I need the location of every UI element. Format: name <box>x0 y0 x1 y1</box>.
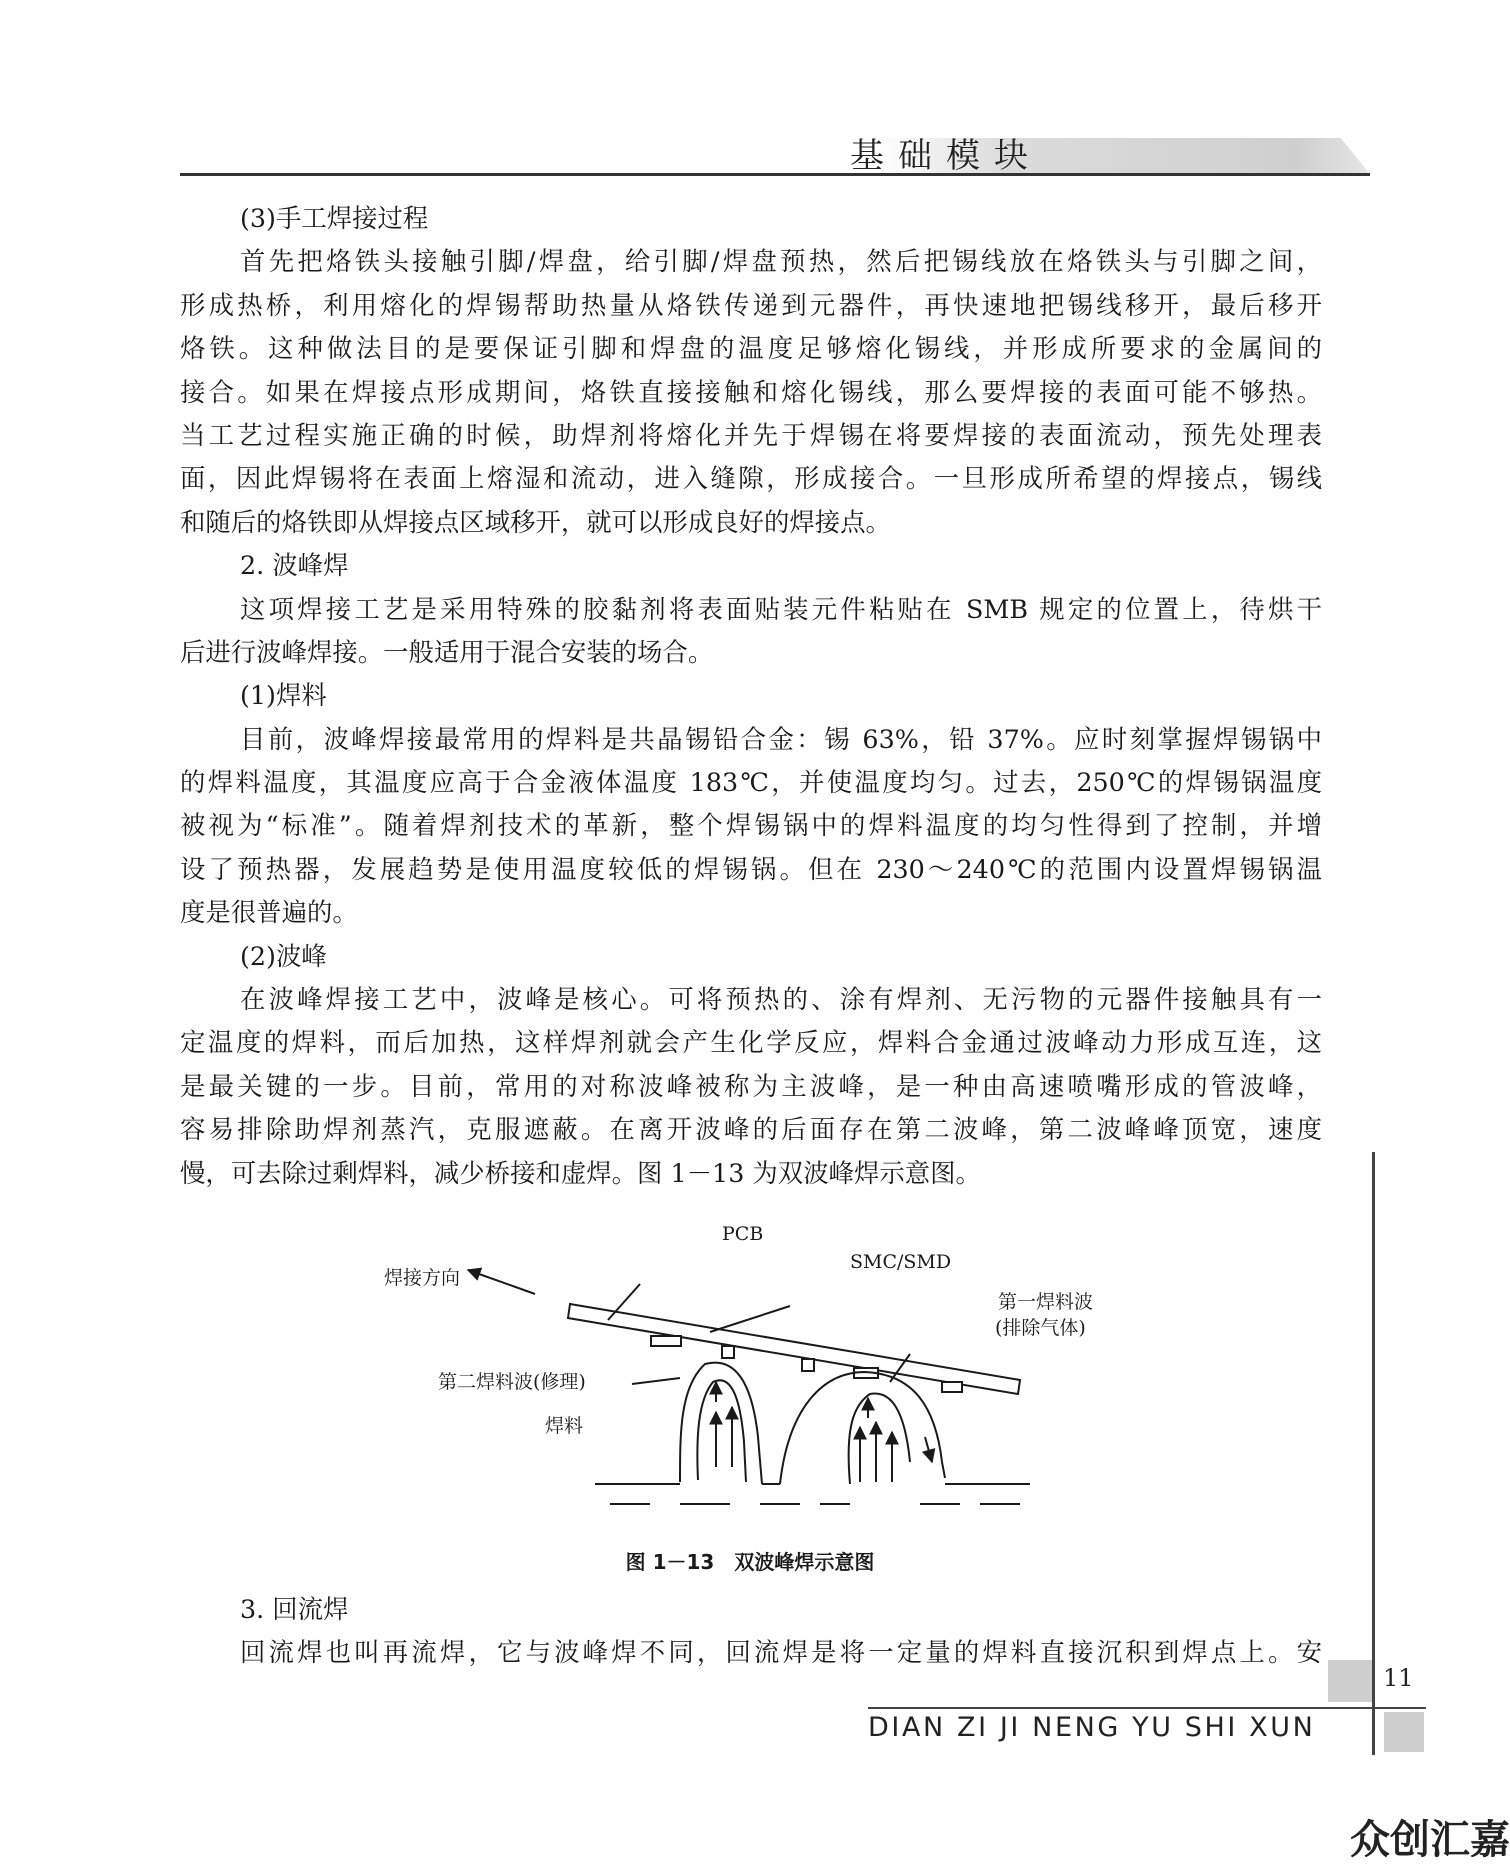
paragraph-line: 度是很普遍的。 <box>180 897 358 928</box>
footer-title: DIAN ZI JI NENG YU SHI XUN <box>868 1712 1316 1743</box>
label-smc: SMC/SMD <box>850 1251 952 1273</box>
watermark: 众创汇嘉 <box>1350 1817 1510 1863</box>
paragraph-line: 这项焊接工艺是采用特殊的胶黏剂将表面贴装元件粘贴在 SMB 规定的位置上，待烘干 <box>240 593 1322 624</box>
header-title: 基础模块 <box>850 136 1042 176</box>
page-number-box <box>1328 1660 1372 1702</box>
paragraph-line: 定温度的焊料，而后加热，这样焊剂就会产生化学反应，焊料合金通过波峰动力形成互连，这 <box>180 1027 1322 1058</box>
label-direction: 焊接方向 <box>384 1267 461 1289</box>
paragraph-line: 是最关键的一步。目前，常用的对称波峰被称为主波峰，是一种由高速喷嘴形成的管波峰， <box>180 1070 1322 1101</box>
direction-arrow <box>468 1270 535 1294</box>
component <box>802 1359 814 1371</box>
paragraph-line: 面，因此焊锡将在表面上熔湿和流动，进入缝隙，形成接合。一旦形成所希望的焊接点，锡线 <box>180 463 1322 494</box>
paragraph-line: 和随后的烙铁即从焊接点区域移开，就可以形成良好的焊接点。 <box>180 506 891 537</box>
footer-rule <box>868 1707 1426 1709</box>
section-heading: 3. 回流焊 <box>240 1594 349 1624</box>
figure-caption: 图 1－13 双波峰焊示意图 <box>625 1550 875 1574</box>
label-first-wave-note: (排除气体) <box>995 1317 1086 1339</box>
paragraph-line: 慢，可去除过剩焊料，减少桥接和虚焊。图 1－13 为双波峰焊示意图。 <box>180 1157 981 1188</box>
paragraph-line: 设了预热器，发展趋势是使用温度较低的焊锡锅。但在 230～240℃的范围内设置焊锡锅温 <box>180 853 1322 884</box>
label-solder: 焊料 <box>545 1415 584 1437</box>
body-text <box>180 197 1322 1195</box>
margin-rule <box>1372 1152 1375 1755</box>
paragraph-line: 被视为“标准”。随着焊剂技术的革新，整个焊锡锅中的焊料温度的均匀性得到了控制，并增 <box>180 810 1322 841</box>
paragraph-line: 容易排除助焊剂蒸汽，克服遮蔽。在离开波峰的后面存在第二波峰，第二波峰峰顶宽，速度 <box>180 1114 1322 1145</box>
paragraph-line: 后进行波峰焊接。一般适用于混合安装的场合。 <box>180 636 714 667</box>
page-number: 11 <box>1383 1664 1414 1692</box>
paragraph-line: 回流焊也叫再流焊，它与波峰焊不同，回流焊是将一定量的焊料直接沉积到焊点上。安 <box>240 1637 1322 1668</box>
header-rule <box>180 173 1370 176</box>
paragraph-line: 烙铁。这种做法目的是要保证引脚和焊盘的温度足够熔化锡线，并形成所要求的金属间的 <box>180 333 1322 364</box>
paragraph-line: 目前，波峰焊接最常用的焊料是共晶锡铅合金：锡 63%，铅 37%。应时刻掌握焊锡锅中 <box>240 723 1322 754</box>
label-pcb: PCB <box>722 1223 764 1245</box>
dual-wave-diagram <box>380 1222 1094 1522</box>
paragraph-line: 当工艺过程实施正确的时候，助焊剂将熔化并先于焊锡在将要焊接的表面流动，预先处理表 <box>180 419 1322 450</box>
section-heading: 2. 波峰焊 <box>240 550 349 581</box>
component <box>722 1346 734 1358</box>
pcb-board <box>568 1304 1020 1394</box>
section-heading: (2)波峰 <box>240 940 327 971</box>
label-first-wave: 第一焊料波 <box>998 1291 1094 1313</box>
section-heading: (3)手工焊接过程 <box>240 203 429 233</box>
section-heading: (1)焊料 <box>240 680 327 711</box>
component <box>942 1382 962 1392</box>
paragraph-line: 在波峰焊接工艺中，波峰是核心。可将预热的、涂有焊剂、无污物的元器件接触具有一 <box>240 984 1322 1015</box>
paragraph-line: 形成热桥，利用熔化的焊锡帮助热量从烙铁传递到元器件，再快速地把锡线移开，最后移开 <box>180 289 1322 320</box>
body-text-continued <box>180 1588 1322 1675</box>
label-second-wave: 第二焊料波(修理) <box>438 1371 586 1393</box>
paragraph-line: 接合。如果在焊接点形成期间，烙铁直接接触和熔化锡线，那么要焊接的表面可能不够热。 <box>180 376 1322 407</box>
footer-box <box>1384 1712 1424 1752</box>
paragraph-line: 的焊料温度，其温度应高于合金液体温度 183℃，并使温度均匀。过去，250℃的焊锡锅温度 <box>180 767 1322 798</box>
second-wave <box>780 1372 945 1484</box>
component <box>651 1336 681 1346</box>
paragraph-line: 首先把烙铁头接触引脚/焊盘，给引脚/焊盘预热，然后把锡线放在烙铁头与引脚之间， <box>240 246 1322 277</box>
